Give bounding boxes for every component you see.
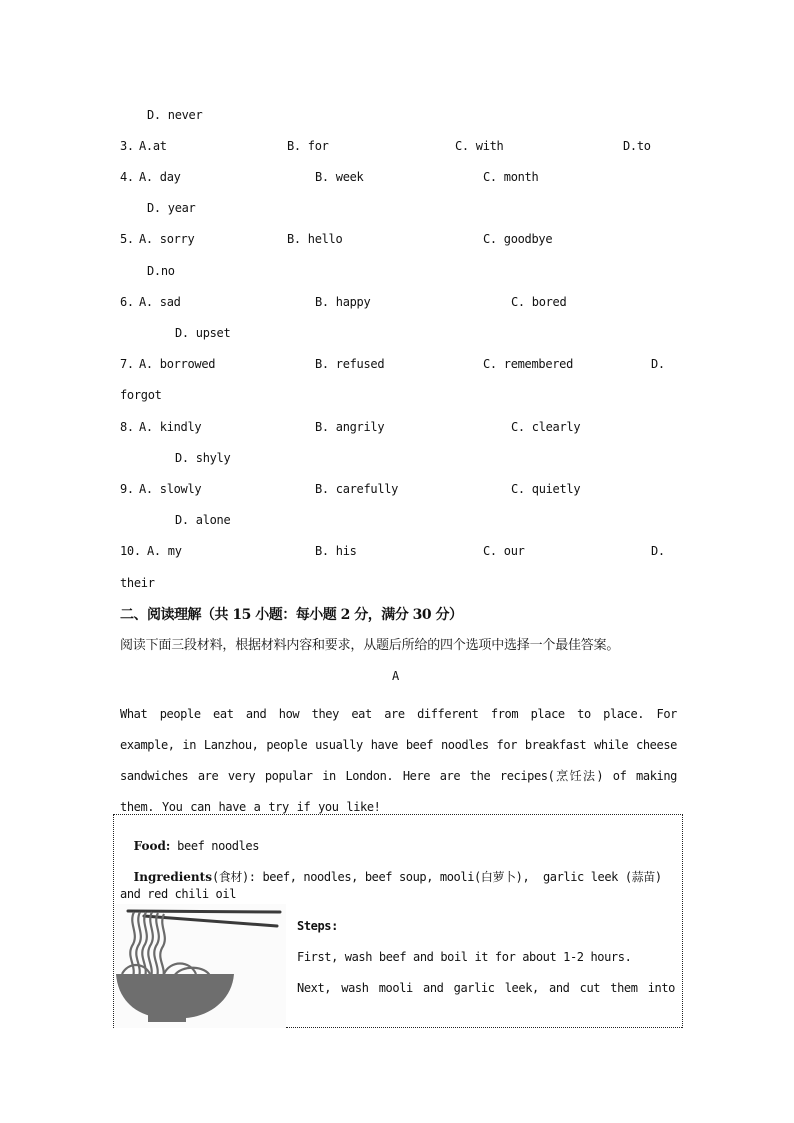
question-number: 10. xyxy=(120,544,141,558)
option-d-text: their xyxy=(120,576,155,590)
section-heading: 二、阅读理解（共 15 小题：每小题 2 分，满分 30 分） xyxy=(120,607,463,623)
recipe-box-bottom-border xyxy=(286,1027,682,1028)
option-b: B. angrily xyxy=(315,420,385,434)
question-number: 5. xyxy=(120,232,134,246)
option-c: C. with xyxy=(455,139,504,153)
option-a: A. slowly xyxy=(139,482,202,496)
option-d: D.no xyxy=(147,264,175,278)
section-instructions: 阅读下面三段材料，根据材料内容和要求，从题后所给的四个选项中选择一个最佳答案。 xyxy=(120,638,620,653)
ingredients-line xyxy=(120,854,662,885)
passage-label: A xyxy=(392,669,399,683)
option-c: C. remembered xyxy=(483,357,574,371)
question-number: 9. xyxy=(120,482,134,496)
question-number: 7. xyxy=(120,357,134,371)
option-c: C. goodbye xyxy=(483,232,553,246)
option-c: C. bored xyxy=(511,295,567,309)
question-number: 6. xyxy=(120,295,134,309)
option-a: A. sorry xyxy=(139,232,195,246)
ingredients-value: (食材): beef, noodles, beef soup, mooli(白萝卜), garlic leek (蒜苗) xyxy=(211,870,662,884)
option-b: B. happy xyxy=(315,295,371,309)
option-a: A.at xyxy=(139,139,167,153)
noodle-bowl-icon xyxy=(114,904,286,1028)
food-line xyxy=(120,825,259,853)
option-d-text: forgot xyxy=(120,388,162,402)
option-a: A. sad xyxy=(139,295,181,309)
option-b: B. week xyxy=(315,170,364,184)
question-number: 3. xyxy=(120,139,134,153)
option-d: D. never xyxy=(147,108,203,122)
ingredients-line-continued: and red chili oil xyxy=(120,887,237,901)
option-b: B. for xyxy=(287,139,329,153)
food-label: Food: xyxy=(133,839,171,853)
option-c: C. month xyxy=(483,170,539,184)
passage-text xyxy=(120,699,677,823)
option-b: B. refused xyxy=(315,357,385,371)
option-d: D. shyly xyxy=(175,451,231,465)
option-d: D. alone xyxy=(175,513,231,527)
option-a: A. kindly xyxy=(139,420,202,434)
option-c: C. quietly xyxy=(511,482,581,496)
option-b: B. hello xyxy=(287,232,343,246)
option-c: C. our xyxy=(483,544,525,558)
step-item: First, wash beef and boil it for about 1-2 hours. xyxy=(297,950,632,964)
step-item: Next, wash mooli and garlic leek, and cut them into xyxy=(297,981,675,995)
option-b: B. carefully xyxy=(315,482,399,496)
question-number: 4. xyxy=(120,170,134,184)
option-d: D.to xyxy=(623,139,651,153)
option-d: D. year xyxy=(147,201,196,215)
option-a: A. day xyxy=(139,170,181,184)
option-a: A. my xyxy=(147,544,182,558)
question-number: 8. xyxy=(120,420,134,434)
option-a: A. borrowed xyxy=(139,357,216,371)
option-c: C. clearly xyxy=(511,420,581,434)
option-d: D. xyxy=(651,357,665,371)
option-d: D. xyxy=(651,544,665,558)
steps-label: Steps: xyxy=(297,919,338,933)
food-value: beef noodles xyxy=(170,839,260,853)
passage-paragraph: What people eat and how they eat are different from place to place. For example, in Lanzhou, people usually have beef noodles for breakfast while cheese sandwiches are very popular in London. Here are the recipes(烹饪法) of making them. You can have a try if you like! xyxy=(120,707,677,814)
option-d: D. upset xyxy=(175,326,231,340)
ingredients-label: Ingredients xyxy=(133,870,212,884)
option-b: B. his xyxy=(315,544,357,558)
